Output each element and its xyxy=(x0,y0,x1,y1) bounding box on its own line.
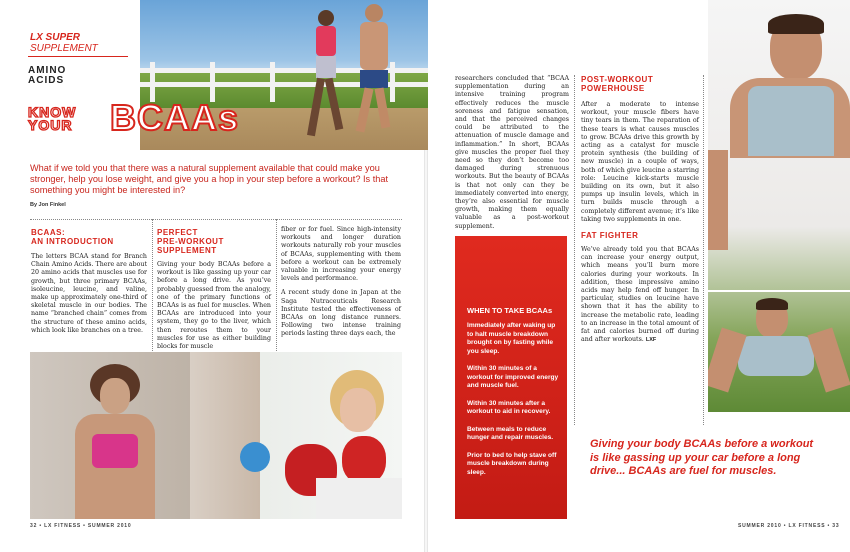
preworkout-head-2: PRE-WORKOUT xyxy=(157,237,224,246)
end-mark: LXF xyxy=(645,337,657,344)
post-head-2: POWERHOUSE xyxy=(581,84,645,93)
footer-right: SUMMER 2010 • LX FITNESS • 33 xyxy=(738,523,840,529)
intro-head-1: BCAAS: xyxy=(31,228,66,237)
footer-left: 32 • LX FITNESS • SUMMER 2010 xyxy=(30,523,132,529)
preworkout-head-1: PERFECT xyxy=(157,228,198,237)
title-know: KNOW xyxy=(28,104,77,120)
column-intro xyxy=(31,228,147,335)
sidebar-item: Between meals to reduce hunger and repair muscles. xyxy=(467,425,554,441)
sidebar-item: Immediately after waking up to halt muscle breakdown brought on by fasting while you sleep. xyxy=(467,322,556,355)
column-divider-2 xyxy=(276,219,277,351)
conclusion-body: researchers concluded that “BCAA supplementation during an intensive training program effectively reduces the muscle soreness and fatigue sensation, and that the perceived changes could be attributed to the attenuation of muscle damage and inflammation.” In short, BCAAs give muscles the proper fuel they need so they don’t become too damaged during strenuous workouts. But the beauty of BCAAs is that not only can they be immediately converted into energy, they’re also essential for muscle growth, making them equally valuable as a post-workout supplement. xyxy=(455,75,569,230)
sidebar-item: Within 30 minutes after a workout to aid in recovery. xyxy=(467,399,551,415)
sidebar-list xyxy=(467,322,559,486)
column-study xyxy=(281,226,401,339)
preworkout-body: Giving your body BCAAs before a workout is like gassing up your car before a long drive. As you’ve probably guessed from the analogy, one of the primary functions of BCAAs is as fuel for muscles. When BCAAs are introduced into your system, they go to the liver, which then reroutes them to your muscles for use as either building blocks for muscle xyxy=(157,261,271,351)
post-head-1: POST-WORKOUT xyxy=(581,75,654,84)
title-bcaas: BCAAs xyxy=(110,97,240,138)
title-your: YOUR xyxy=(28,117,73,133)
title-small xyxy=(28,106,76,132)
fat-fighter-text: We’ve already told you that BCAAs can increase your energy output, which means you’ll burn more calories during your workouts. In addition, these impressive amino acids may help fend off hunger. In particular, studies on leucine have shown that it has the ability to increase the metabolic rate, leading to an increase in the total amount of fat and calories burned off during and after workouts. xyxy=(581,246,699,344)
intro-body: The letters BCAA stand for Branch Chain Amino Acids. There are about 20 amino acids that muscles use for growth, but three primary BCAAs, isoleucine, leucine, and valine, make up approximately one-third of skeletal muscle in our bodies. The name “branched chain” comes from the structure of these amino acids, which look like branches on a tree. xyxy=(31,253,147,334)
brand-line-1: LX SUPER xyxy=(30,32,81,43)
intro-head-2: AN INTRODUCTION xyxy=(31,237,114,246)
sidebar-item: Within 30 minutes of a workout for improved energy and muscle fuel. xyxy=(467,365,559,389)
column-post-workout xyxy=(581,75,699,344)
column-rule-top xyxy=(30,219,402,220)
section-label-line-2: ACIDS xyxy=(28,75,65,86)
brand-rule xyxy=(28,56,128,57)
section-label xyxy=(28,66,66,86)
column-preworkout xyxy=(157,228,271,351)
sidebar-item: Prior to bed to help stave off muscle breakdown during sleep. xyxy=(467,451,557,476)
women-training-photo xyxy=(30,352,402,519)
column-divider-1 xyxy=(152,219,153,351)
pull-quote: Giving your body BCAAs before a workout is like gassing up your car before a long drive... BCAAs are fuel for muscles. xyxy=(590,438,814,477)
intro-deck: What if we told you that there was a natural supplement available that could make you stronger, help you lose weight, and give you a hop in your step before a workout? Is that something you might be interested in? xyxy=(30,163,389,195)
section-label-line-1: AMINO xyxy=(28,65,67,76)
preworkout-head-3: SUPPLEMENT xyxy=(157,246,217,255)
sidebar-title: WHEN TO TAKE BCAAs xyxy=(467,306,553,315)
byline: By Jon Finkel xyxy=(30,202,66,208)
column-divider-3 xyxy=(574,75,575,425)
when-to-take-sidebar xyxy=(455,236,567,519)
study-para-2: A recent study done in Japan at the Saga Nutraceuticals Research Institute tested the effectiveness of BCAAs on long distance runners. Following two intense training periods lasting three days each, the xyxy=(281,289,401,338)
post-body: After a moderate to intense workout, your muscle fibers have tiny tears in them. The reparation of these tears is what causes muscles to grow. BCAAs drive this growth by acting as a catalyst for muscle protein synthesis (the building of new muscle) in a couple of ways, both of which give leucine a starring role: Leucine kick-starts muscle building on its own, but it also pumps up insulin levels, which in turn builds muscle through a completely different avenue; it’s like taking two supplements in one. xyxy=(581,101,699,223)
fat-fighter-body xyxy=(581,246,699,344)
brand-line-2: SUPPLEMENT xyxy=(30,43,98,54)
pushup-man-photo xyxy=(708,0,850,412)
column-divider-4 xyxy=(703,75,704,425)
study-para-1: fiber or for fuel. Since high-intensity workouts and longer duration workouts naturally rob your muscles of BCAAs, supplementing with them before a workout can be extremely valuable in increasing your energy levels and performance. xyxy=(281,226,401,283)
column-conclusion xyxy=(455,75,569,231)
fat-fighter-head: FAT FIGHTER xyxy=(581,231,639,241)
